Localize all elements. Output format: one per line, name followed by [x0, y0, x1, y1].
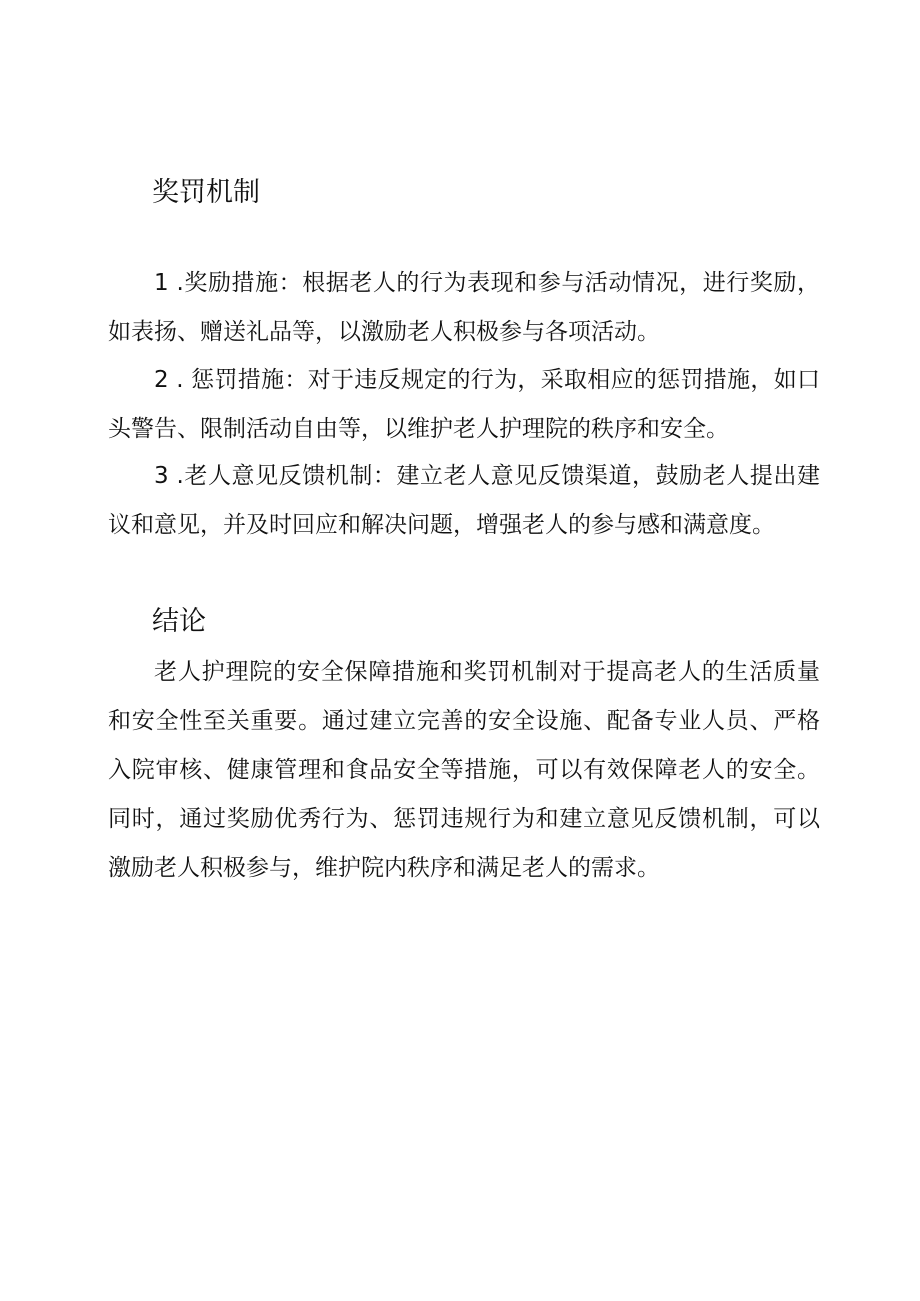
punishment-measures-item: 2 . 惩罚措施：对于违反规定的行为，采取相应的惩罚措施，如口头警告、限制活动自由等，以维护老人护理院的秩序和安全。 — [108, 367, 820, 442]
rewards-section-title: 奖罚机制 — [152, 177, 260, 208]
conclusion-paragraph: 老人护理院的安全保障措施和奖罚机制对于提高老人的生活质量和安全性至关重要。通过建立完善的安全设施、配备专业人员、严格入院审核、健康管理和食品安全等措施，可以有效保障老人的安全。同时，通过奖励优秀行为、惩罚违规行为和建立意见反馈机制，可以激励老人积极参与，维护院内秩序和满足老人的需求。 — [108, 659, 820, 881]
feedback-mechanism-item: 3 .老人意见反馈机制：建立老人意见反馈渠道，鼓励老人提出建议和意见，并及时回应和解决问题，增强老人的参与感和满意度。 — [108, 463, 820, 538]
conclusion-section-title: 结论 — [152, 606, 206, 637]
reward-measures-item: 1 .奖励措施：根据老人的行为表现和参与活动情况，进行奖励，如表扬、赠送礼品等，以激励老人积极参与各项活动。 — [108, 270, 820, 345]
